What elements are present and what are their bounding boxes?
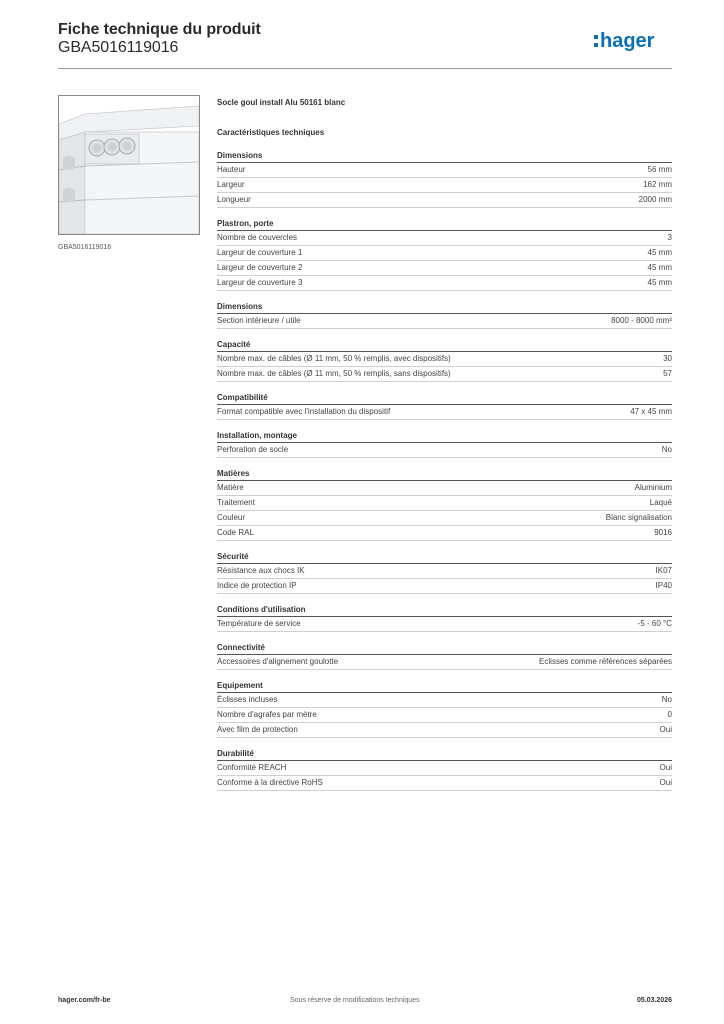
spec-value: IP40 <box>655 581 672 590</box>
spec-label: Résistance aux chocs IK <box>217 566 305 575</box>
section-title: Dimensions <box>217 150 672 163</box>
spec-row <box>217 405 672 420</box>
section-title: Conditions d'utilisation <box>217 604 672 617</box>
spec-label: Perforation de socle <box>217 445 289 454</box>
spec-label: Largeur <box>217 180 245 189</box>
spec-value: Oui <box>659 763 672 772</box>
spec-label: Section intérieure / utile <box>217 316 301 325</box>
spec-value: Oui <box>659 725 672 734</box>
spec-row <box>217 193 672 208</box>
spec-section <box>217 642 672 670</box>
spec-section <box>217 748 672 791</box>
spec-section <box>217 551 672 594</box>
spec-label: Indice de protection IP <box>217 581 297 590</box>
spec-section <box>217 218 672 291</box>
spec-label: Longueur <box>217 195 251 204</box>
section-title: Connectivité <box>217 642 672 655</box>
spec-sections <box>217 150 672 791</box>
spec-value: -5 - 60 °C <box>637 619 672 628</box>
spec-label: Éclisses incluses <box>217 695 278 704</box>
section-title: Installation, montage <box>217 430 672 443</box>
spec-label: Nombre max. de câbles (Ø 11 mm, 50 % remplis, sans dispositifs) <box>217 369 451 378</box>
spec-value: No <box>661 445 672 454</box>
image-caption: GBA5016119016 <box>58 244 112 251</box>
logo-text: hager <box>600 30 655 52</box>
spec-value: Blanc signalisation <box>605 513 672 522</box>
footer-disclaimer: Sous réserve de modifications techniques <box>290 997 420 1004</box>
spec-value: Aluminium <box>634 483 672 492</box>
spec-section <box>217 392 672 420</box>
spec-value: 8000 - 8000 mm² <box>611 316 672 325</box>
spec-row <box>217 579 672 594</box>
spec-row <box>217 511 672 526</box>
spec-value: 45 mm <box>647 263 672 272</box>
spec-row <box>217 246 672 261</box>
section-title: Dimensions <box>217 301 672 314</box>
spec-label: Matière <box>217 483 244 492</box>
page-title: Fiche technique du produit <box>58 21 261 38</box>
spec-row <box>217 761 672 776</box>
spec-content <box>217 96 672 791</box>
spec-value: 57 <box>663 369 672 378</box>
header-divider <box>58 68 672 69</box>
spec-row <box>217 276 672 291</box>
hager-logo <box>592 26 674 56</box>
spec-value: 56 mm <box>647 165 672 174</box>
spec-label: Température de service <box>217 619 301 628</box>
spec-row <box>217 163 672 178</box>
spec-label: Largeur de couverture 3 <box>217 278 303 287</box>
spec-row <box>217 564 672 579</box>
spec-section <box>217 680 672 738</box>
spec-label: Nombre d'agrafes par mètre <box>217 710 317 719</box>
section-title: Durabilité <box>217 748 672 761</box>
product-name: Socle goul install Alu 50161 blanc <box>217 98 346 107</box>
spec-row <box>217 776 672 791</box>
spec-value: 162 mm <box>643 180 672 189</box>
spec-label: Code RAL <box>217 528 254 537</box>
spec-row <box>217 526 672 541</box>
spec-row <box>217 178 672 193</box>
spec-row <box>217 496 672 511</box>
section-title: Compatibilité <box>217 392 672 405</box>
spec-section <box>217 604 672 632</box>
spec-value: 0 <box>667 710 672 719</box>
spec-label: Traitement <box>217 498 255 507</box>
spec-section <box>217 301 672 329</box>
spec-row <box>217 617 672 632</box>
spec-label: Format compatible avec l'installation du dispositif <box>217 407 391 416</box>
spec-value: 30 <box>663 354 672 363</box>
spec-value: 2000 mm <box>638 195 672 204</box>
spec-label: Couleur <box>217 513 246 522</box>
spec-row <box>217 352 672 367</box>
spec-section <box>217 150 672 208</box>
footer-date: 05.03.2026 <box>636 997 672 1004</box>
tech-characteristics-title: Caractéristiques techniques <box>217 128 325 137</box>
footer-website[interactable]: hager.com/fr-be <box>58 997 111 1004</box>
spec-value: Eclisses comme références séparées <box>539 657 672 666</box>
section-title: Equipement <box>217 680 672 693</box>
spec-value: 3 <box>667 233 672 242</box>
spec-row <box>217 231 672 246</box>
spec-value: Oui <box>659 778 672 787</box>
spec-row <box>217 481 672 496</box>
spec-row <box>217 367 672 382</box>
spec-section <box>217 339 672 382</box>
spec-value: IK07 <box>655 566 672 575</box>
spec-value: 47 x 45 mm <box>630 407 672 416</box>
spec-label: Conforme à la directive RoHS <box>217 778 323 787</box>
spec-value: 45 mm <box>647 278 672 287</box>
spec-label: Largeur de couverture 2 <box>217 263 303 272</box>
spec-row <box>217 314 672 329</box>
spec-label: Conformité REACH <box>217 763 287 772</box>
section-title: Matières <box>217 468 672 481</box>
section-title: Capacité <box>217 339 672 352</box>
spec-value: Laqué <box>649 498 672 507</box>
spec-label: Avec film de protection <box>217 725 298 734</box>
spec-row <box>217 693 672 708</box>
spec-label: Accessoires d'alignement goulotte <box>217 657 339 666</box>
spec-row <box>217 708 672 723</box>
spec-label: Nombre de couvercles <box>217 233 298 242</box>
spec-value: 9016 <box>654 528 672 537</box>
spec-row <box>217 655 672 670</box>
section-title: Sécurité <box>217 551 672 564</box>
spec-value: No <box>661 695 672 704</box>
spec-row <box>217 723 672 738</box>
spec-section <box>217 430 672 458</box>
spec-row <box>217 443 672 458</box>
spec-label: Hauteur <box>217 165 246 174</box>
spec-row <box>217 261 672 276</box>
section-title: Plastron, porte <box>217 218 672 231</box>
spec-label: Largeur de couverture 1 <box>217 248 303 257</box>
spec-section <box>217 468 672 541</box>
spec-value: 45 mm <box>647 248 672 257</box>
product-reference: GBA5016119016 <box>58 39 179 56</box>
product-image <box>58 95 200 235</box>
spec-label: Nombre max. de câbles (Ø 11 mm, 50 % remplis, avec dispositifs) <box>217 354 451 363</box>
